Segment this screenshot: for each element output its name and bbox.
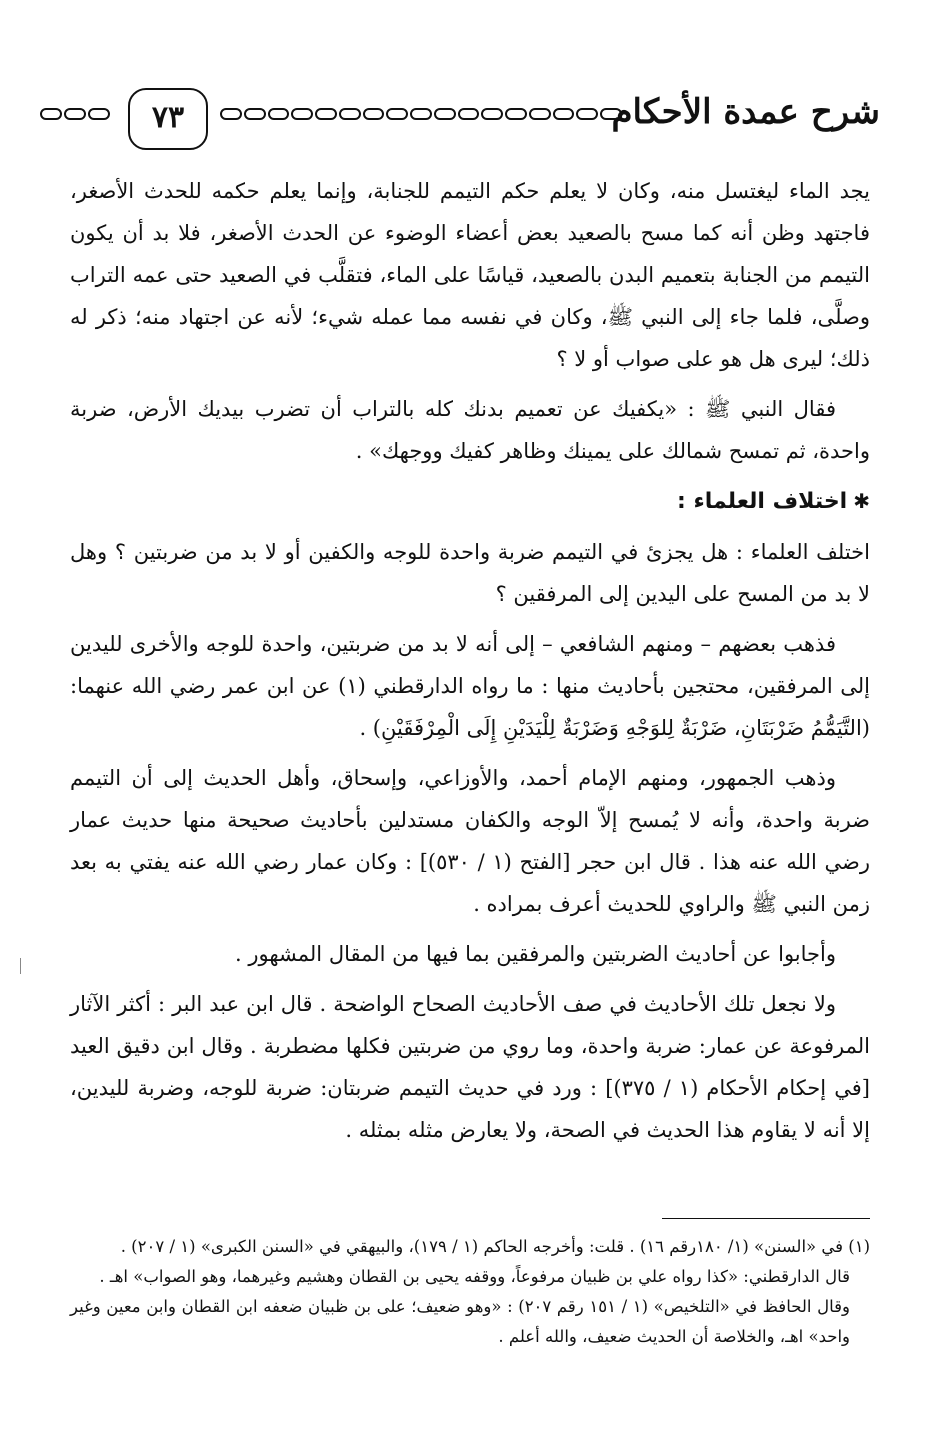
footnotes	[70, 1232, 870, 1352]
paragraph: فقال النبي ﷺ : «يكفيك عن تعميم بدنك كله بالتراب أن تضرب بيديك الأرض، ضربة واحدة، ثم تمسح شمالك على يمينك وظاهر كفيك ووجهك» .	[70, 397, 870, 463]
section-title: اختلاف العلماء :	[677, 489, 848, 514]
footnote-line: وقال الحافظ في «التلخيص» (١ / ١٥١ رقم ٢٠٧) : «وهو ضعيف؛ على بن ظبيان ضعفه ابن القطان وابن معين وغير واحد» اهـ، والخلاصة أن الحديث ضعيف، والله أعلم .	[70, 1297, 850, 1346]
section-heading	[70, 480, 870, 523]
star-icon: ✱	[853, 489, 870, 513]
book-title: شرح عمدة الأحكام	[611, 92, 880, 132]
paragraph: فذهب بعضهم – ومنهم الشافعي – إلى أنه لا بد من ضربتين، واحدة للوجه والأخرى لليدين إلى المرفقين، محتجين بأحاديث منها : ما رواه الدارقطني (١) عن ابن عمر رضي الله عنهما: (التَّيَمُّمُ ضَرْبَتَانِ، ضَرْبَةٌ لِلوَجْهِ وَضَرْبَةٌ لِلْيَدَيْنِ إِلَى الْمِرْفَقَيْنِ) .	[70, 632, 871, 740]
margin-mark	[20, 958, 21, 974]
paragraph: يجد الماء ليغتسل منه، وكان لا يعلم حكم التيمم للجنابة، وإنما يعلم حكمه للحدث الأصغر، فاجتهد وظن أنه كما مسح بالصعيد بعض أعضاء الوضوء عن الحدث الأصغر، فلا بد أن يكون التيمم من الجنابة بتعميم البدن بالصعيد، قياسًا على الماء، فتقلَّب في الصعيد حتى عمه التراب وصلَّى، فلما جاء إلى النبي ﷺ، وكان في نفسه مما عمله شيء؛ لأنه عن اجتهاد منه؛ ذكر له ذلك؛ ليرى هل هو على صواب أو لا ؟	[70, 179, 870, 371]
paragraph: اختلف العلماء : هل يجزئ في التيمم ضربة واحدة للوجه والكفين أو لا بد من ضربتين ؟ وهل لا بد من المسح على اليدين إلى المرفقين ؟	[70, 540, 870, 606]
footnote-divider	[662, 1218, 870, 1219]
ornament-border-long	[220, 104, 622, 126]
page-number: ٧٣	[128, 88, 208, 150]
main-text	[70, 170, 870, 1159]
paragraph: ولا نجعل تلك الأحاديث في صف الأحاديث الصحاح الواضحة . قال ابن عبد البر : أكثر الآثار المرفوعة عن عمار: ضربة واحدة، وما روي من ضربتين فكلها مضطربة . وقال ابن دقيق العيد [في إحكام الأحكام (١ / ٣٧٥)] : ورد في حديث التيمم ضربتان: ضربة للوجه، وضربة لليدين، إلا أنه لا يقاوم هذا الحديث في الصحة، ولا يعارض مثله بمثله .	[70, 992, 870, 1142]
footnote-line: قال الدارقطني: «كذا رواه علي بن ظبيان مرفوعاً، ووقفه يحيى بن القطان وهشيم وغيرهما، وهو الصواب» اهـ .	[99, 1267, 850, 1286]
footnote: (١) في «السنن» (١/ ١٨٠رقم ١٦) . قلت: وأخرجه الحاكم (١ / ١٧٩)، والبيهقي في «السنن الكبرى» (١ / ٢٠٧) .	[120, 1237, 870, 1256]
ornament-border-short	[40, 104, 120, 126]
paragraph: وأجابوا عن أحاديث الضربتين والمرفقين بما فيها من المقال المشهور .	[235, 942, 836, 966]
page-header	[40, 82, 880, 152]
paragraph: وذهب الجمهور، ومنهم الإمام أحمد، والأوزاعي، وإسحاق، وأهل الحديث إلى أن التيمم ضربة واحدة، وأنه لا يُمسح إلاّ الوجه والكفان مستدلين بأحاديث صحيحة منها حديث عمار رضي الله عنه هذا . قال ابن حجر [الفتح (١ / ٥٣٠)] : وكان عمار رضي الله عنه يفتي به بعد زمن النبي ﷺ والراوي للحديث أعرف بمراده .	[70, 766, 870, 916]
